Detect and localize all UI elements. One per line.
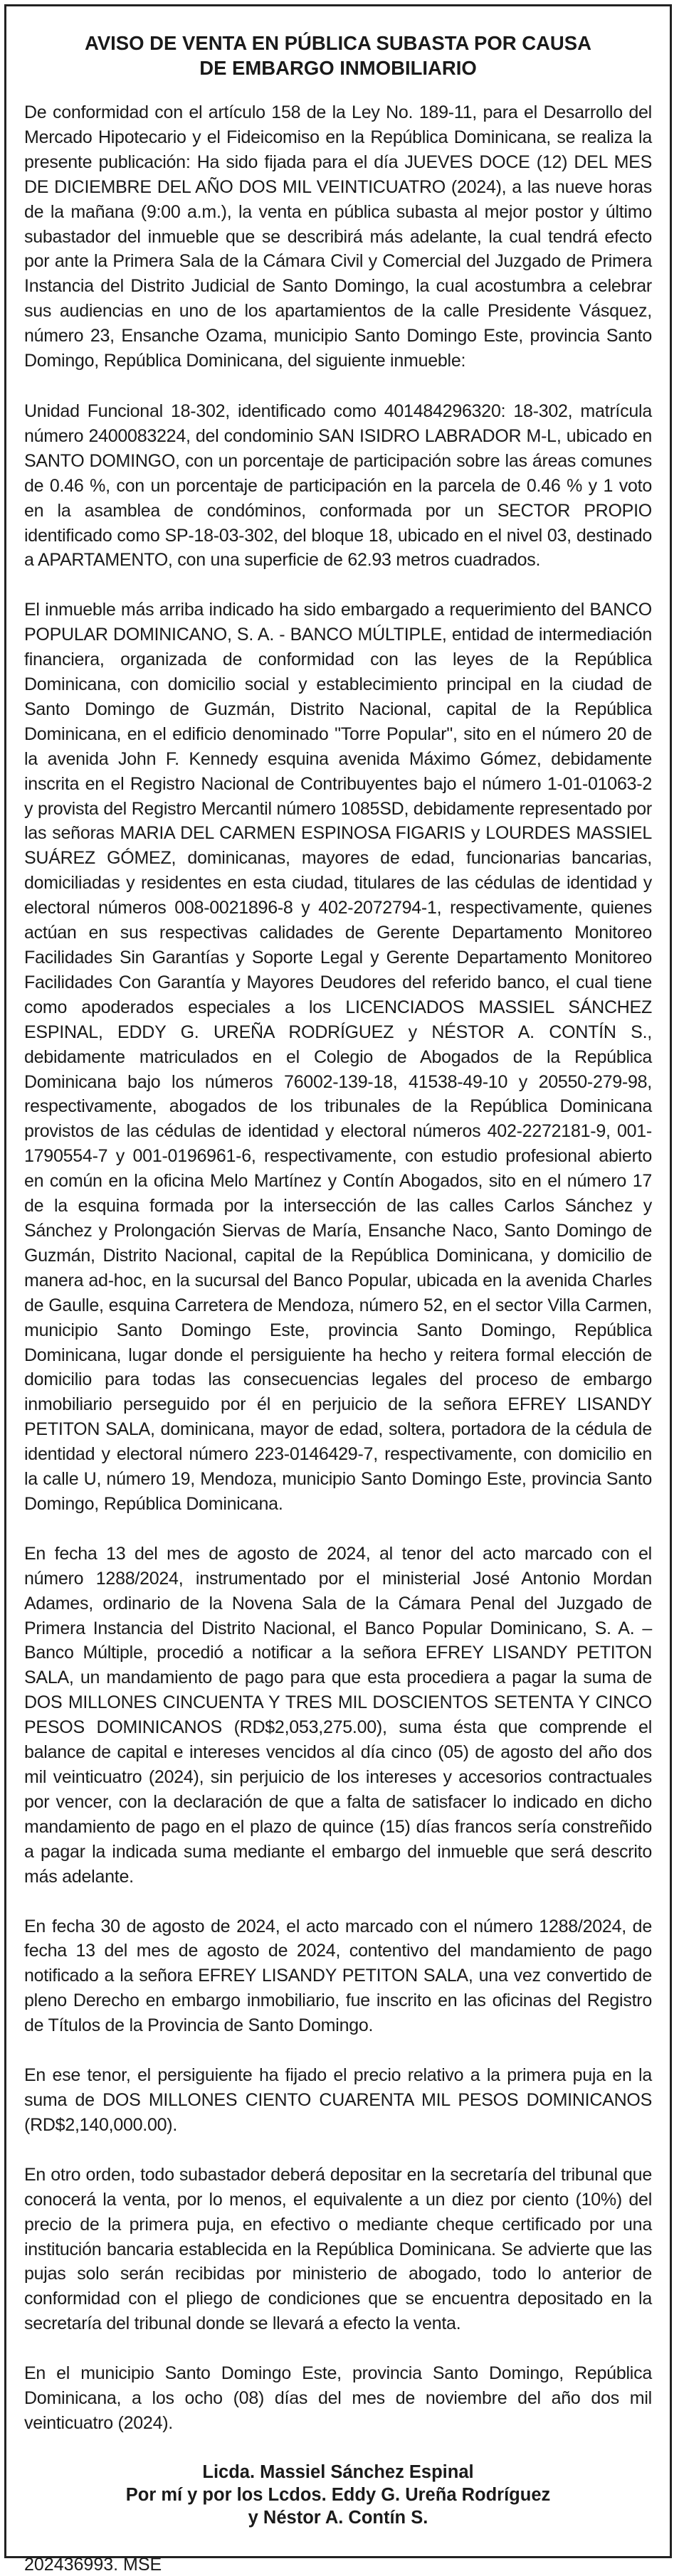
legal-notice (4, 4, 672, 2575)
notice-title-line-1: AVISO DE VENTA EN PÚBLICA SUBASTA POR CAUSA (85, 32, 591, 54)
paragraph-creditor-details: El inmueble más arriba indicado ha sido embargado a requerimiento del BANCO POPULAR DOMINICANO, S. A. - BANCO MÚLTIPLE, entidad de intermediación financiera, organizada de conformidad con las leyes de la República Dominicana, con domicilio social y establecimiento principal en la ciudad de Santo Domingo de Guzmán, Distrito Nacional, capital de la República Dominicana, en el edificio denominado "Torre Popular", sito en el número 20 de la avenida John F. Kennedy esquina avenida Máximo Gómez, debidamente inscrita en el Registro Nacional de Contribuyentes bajo el número 1-01-01063-2 y provista del Registro Mercantil número 1085SD, debidamente representado por las señoras MARIA DEL CARMEN ESPINOSA FIGARIS y LOURDES MASSIEL SUÁREZ GÓMEZ, dominicanas, mayores de edad, funcionarias bancarias, domiciliadas y residentes en esta ciudad, titulares de las cédulas de identidad y electoral números 008-0021896-8 y 402-2072794-1, respectivamente, quienes actúan en sus respectivas calidades de Gerente Departamento Monitoreo Facilidades Sin Garantías y Soporte Legal y Gerente Departamento Monitoreo Facilidades Con Garantía y Mayores Deudores del referido banco, el cual tiene como apoderados especiales a los LICENCIADOS MASSIEL SÁNCHEZ ESPINAL, EDDY G. UREÑA RODRÍGUEZ y NÉSTOR A. CONTÍN S., debidamente matriculados en el Colegio de Abogados de la República Dominicana bajo los números 76002-139-18, 41538-49-10 y 20550-279-98, respectivamente, abogados de los tribunales de la República Dominicana provistos de las cédulas de identidad y electoral números 402-2272181-9, 001-1790554-7 y 001-0196961-6, respectivamente, con estudio profesional abierto en común en la oficina Melo Martínez y Contín Abogados, sito en el número 17 de la esquina formada por la intersección de las calles Carlos Sánchez y Sánchez y Prolongación Siervas de María, Ensanche Naco, Santo Domingo de Guzmán, Distrito Nacional, capital de la República Dominicana, y domicilio de manera ad-hoc, en la sucursal del Banco Popular, ubicada en la avenida Charles de Gaulle, esquina Carretera de Mendoza, número 52, en el sector Villa Carmen, municipio Santo Domingo Este, provincia Santo Domingo, República Dominicana, lugar donde el persiguiente ha hecho y reitera formal elección de domicilio para todas las consecuencias legales del proceso de embargo inmobiliario perseguido por él en perjuicio de la señora EFREY LISANDY PETITON SALA, dominicana, mayor de edad, soltera, portadora de la cédula de identidad y electoral número 223-0146429-7, respectivamente, con domicilio en la calle U, número 19, Mendoza, municipio Santo Domingo Este, provincia Santo Domingo, República Dominicana. (24, 600, 652, 1514)
signature-block (24, 2461, 652, 2529)
reference-code: 202436993. MSE (24, 2554, 162, 2575)
paragraph-deposit-requirement: En otro orden, todo subastador deberá depositar en la secretaría del tribunal que conocerá la venta, por lo menos, el equivalente a un diez por ciento (10%) del precio de la primera puja, en efectivo o mediante cheque certificado por una institución bancaria establecida en la República Dominicana. Se advierte que las pujas solo serán recibidas por ministerio de abogado, todo lo anterior de conformidad con el pliego de condiciones que se encuentra depositado en la secretaría del tribunal donde se llevará a efecto la venta. (24, 2164, 652, 2334)
notice-title (24, 31, 652, 80)
notice-title-line-2: DE EMBARGO INMOBILIARIO (199, 57, 477, 79)
signature-line-2: Por mí y por los Lcdos. Eddy G. Ureña Rodríguez (125, 2484, 551, 2505)
paragraph-seizure-registration: En fecha 30 de agosto de 2024, el acto marcado con el número 1288/2024, de fecha 13 del mes de agosto de 2024, contentivo del mandamiento de pago notificado a la señora EFREY LISANDY PETITON SALA, una vez convertido de pleno Derecho en embargo inmobiliario, fue inscrito en las oficinas del Registro de Títulos de la Provincia de Santo Domingo. (24, 1916, 652, 2036)
signature-line-3: y Néstor A. Contín S. (248, 2507, 428, 2528)
paragraph-first-bid-price: En ese tenor, el persiguiente ha fijado el precio relativo a la primera puja en la suma de DOS MILLONES CIENTO CUARENTA MIL PESOS DOMINICANOS (RD$2,140,000.00). (24, 2065, 652, 2135)
paragraph-auction-date: De conformidad con el artículo 158 de la Ley No. 189-11, para el Desarrollo del Mercado Hipotecario y el Fideicomiso en la República Dominicana, se realiza la presente publicación: Ha sido fijada para el día JUEVES DOCE (12) DEL MES DE DICIEMBRE DEL AÑO DOS MIL VEINTICUATRO (2024), a las nueve horas de la mañana (9:00 a.m.), la venta en pública subasta al mejor postor y último subastador del inmueble que se describirá más adelante, la cual tendrá efecto por ante la Primera Sala de la Cámara Civil y Comercial del Juzgado de Primera Instancia del Distrito Judicial de Santo Domingo, la cual acostumbra a celebrar sus audiencias en uno de los apartamientos de la calle Presidente Vásquez, número 23, Ensanche Ozama, municipio Santo Domingo Este, provincia Santo Domingo, República Dominicana, del siguiente inmueble: (24, 102, 652, 371)
paragraph-property-description: Unidad Funcional 18-302, identificado como 401484296320: 18-302, matrícula número 2400083224, del condominio SAN ISIDRO LABRADOR M-L, ubicado en SANTO DOMINGO, con un porcentaje de participación sobre las áreas comunes de 0.46 %, con un porcentaje de participación en la parcela de 0.46 % y 1 voto en la asamblea de condóminos, conformada por un SECTOR PROPIO identificado como SP-18-03-302, del bloque 18, ubicado en el nivel 03, destinado a APARTAMENTO, con una superficie de 62.93 metros cuadrados. (24, 401, 652, 571)
paragraph-place-and-date: En el municipio Santo Domingo Este, provincia Santo Domingo, República Dominicana, a los ocho (08) días del mes de noviembre del año dos mil veinticuatro (2024). (24, 2363, 652, 2433)
paragraph-payment-order: En fecha 13 del mes de agosto de 2024, al tenor del acto marcado con el número 1288/2024, instrumentado por el ministerial José Antonio Mordan Adames, ordinario de la Novena Sala de la Cámara Penal del Juzgado de Primera Instancia del Distrito Nacional, el Banco Popular Dominicano, S. A. – Banco Múltiple, procedió a notificar a la señora EFREY LISANDY PETITON SALA, un mandamiento de pago para que esta procediera a pagar la suma de DOS MILLONES CINCUENTA Y TRES MIL DOSCIENTOS SETENTA Y CINCO PESOS DOMINICANOS (RD$2,053,275.00), suma ésta que comprende el balance de capital e intereses vencidos al día cinco (05) de agosto del año dos mil veinticuatro (2024), sin perjuicio de los intereses y accesorios contractuales por vencer, con la declaración de que a falta de satisfacer lo indicado en dicho mandamiento de pago en el plazo de quince (15) días francos sería constreñido a pagar la indicada suma mediante el embargo del inmueble que será descrito más adelante. (24, 1543, 652, 1887)
signature-line-1: Licda. Massiel Sánchez Espinal (202, 2461, 474, 2482)
